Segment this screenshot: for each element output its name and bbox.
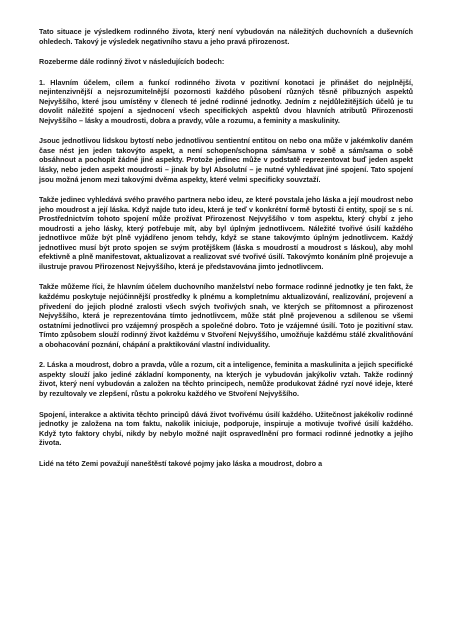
paragraph-intro: Tato situace je výsledkem rodinného života, který není vybudován na náležitých duchovních a duševních ohledech. Takový je výsledek negativního stavu a jeho pravá přirozenost. [39,27,413,46]
paragraph-earth-people: Lidé na této Zemi považují naneštěstí takové pojmy jako láska a moudrost, dobro a [39,458,323,468]
paragraph-outline: Rozeberme dále rodinný život v následujících bodech: [39,57,225,67]
paragraph-point-2: 2. Láska a moudrost, dobro a pravda, vůle a rozum, cit a inteligence, feminita a maskulinita a jejich specifické aspekty slouží jako jediné základní komponenty, na kterých je vybudován jakýkoliv vztah. Takže rodinný život, který není vybudován a založen na těchto principech, nemůže produkovat žádné ryzí nové ideje, které by rezultovaly ve zlepšení, růstu a pokroku každého ve Stvoření Nejvyššího. [39,360,413,398]
paragraph-principles: Spojení, interakce a aktivita těchto principů dává život tvořivému úsilí každého. Užitečnost jakékoliv rodinné jednotky je založena na tom faktu, nakolik iniciuje, podporuje, inspiruje a motivuje tvořivé úsilí každého. Když tyto faktory chybí, nikdy by nebylo možné najít ospravedlnění pro formaci rodinné jednotky a jejího života. [39,409,413,448]
paragraph-individual: Jsouc jednotlivou lidskou bytostí nebo jednotlivou sentientní entitou on nebo ona může v jakémkoliv daném čase nést jen jeden takovýto aspekt, a není schopen/schopna sám/sama v sobě a sám/sama o sobě obsáhnout a pochopit žádné jiné aspekty. Protože jedinec může v podstatě reprezentovat buď jeden aspekt lásky, nebo jeden aspekt moudrosti – jinak by byl Absolutní – je nutné vyhledávat jiné spojení. Tato spojení jsou možná jenom mezi takovými dvěma aspekty, které velmi specificky souvztaží. [39,136,413,184]
paragraph-partner: Takže jedinec vyhledává svého pravého partnera nebo ideu, ze které povstala jeho láska a její moudrost nebo jeho moudrost a její láska. Když najde tuto ideu, která je teď v konkrétní formě bytosti či entity, spojí se s ní. Prostřednictvím tohoto spojení může prožívat Přirozenost Nejvyššího v tom aspektu, který chybí z jeho moudrosti a jeho lásky, který potřebuje mít, aby byl úplným jednotlivcem. Náležité tvořivé úsilí každého jednotlivce může být plně vyjádřeno jenom tehdy, když se stane takovýmto úplným jednotlivcem. Každý jednotlivec musí být proto spojen se svým protějškem (láska s moudrostí a moudrost s láskou), aby mohl efektivně a plně manifestovat, aktualizovat a realizovat své tvořivé úsilí. Takovýmto konáním plně projevuje a ilustruje pravou Přirozenost Nejvyššího, která je představována jimto jednotlivcem. [39,195,413,271]
paragraph-marriage-purpose: Takže můžeme říci, že hlavním účelem duchovního manželství nebo formace rodinné jednotky je ten fakt, že každému poskytuje nejúčinnější prostředky k plnému a kompletnímu aktualizování, realizování, projevení a přivedení do jejich plodné zralosti všech svých tvořivých snah, ve kterých se přítomnost a přirozenost Nejvyššího, která je reprezentována tímto jednotlivcem, může stát plně projevenou a sdílenou se všemi ostatními jednotlivci pro vzájemný prospěch a společné dobro. Toto je vzájemné úsilí. Toto je pozitivní stav. Tímto způsobem slouží rodinný život každému v Stvoření Nejvyššího, umožňuje každému stálé zkvalitňování a obohacování poznání, chápání a praktikování vlastní individuality. [39,282,413,349]
paragraph-point-1: 1. Hlavním účelem, cílem a funkcí rodinného života v pozitivní konotaci je přinášet do nejplnější, nejintenzivnější a nejsrozumitelnější pozornosti každého působení různých těsně příbuzných aspektů Nejvyššího, které jsou umístěny v členech té jedné rodinné jednotky. Jedním z nejdůležitějších účelů je tu dovolit náležité spojení a sjednocení všech specifických aspektů dvou hlavních atributů Přirozenosti Nejvyššího – lásky a moudrosti, dobra a pravdy, vůle a rozumu, a feminity a maskulinity. [39,77,413,125]
